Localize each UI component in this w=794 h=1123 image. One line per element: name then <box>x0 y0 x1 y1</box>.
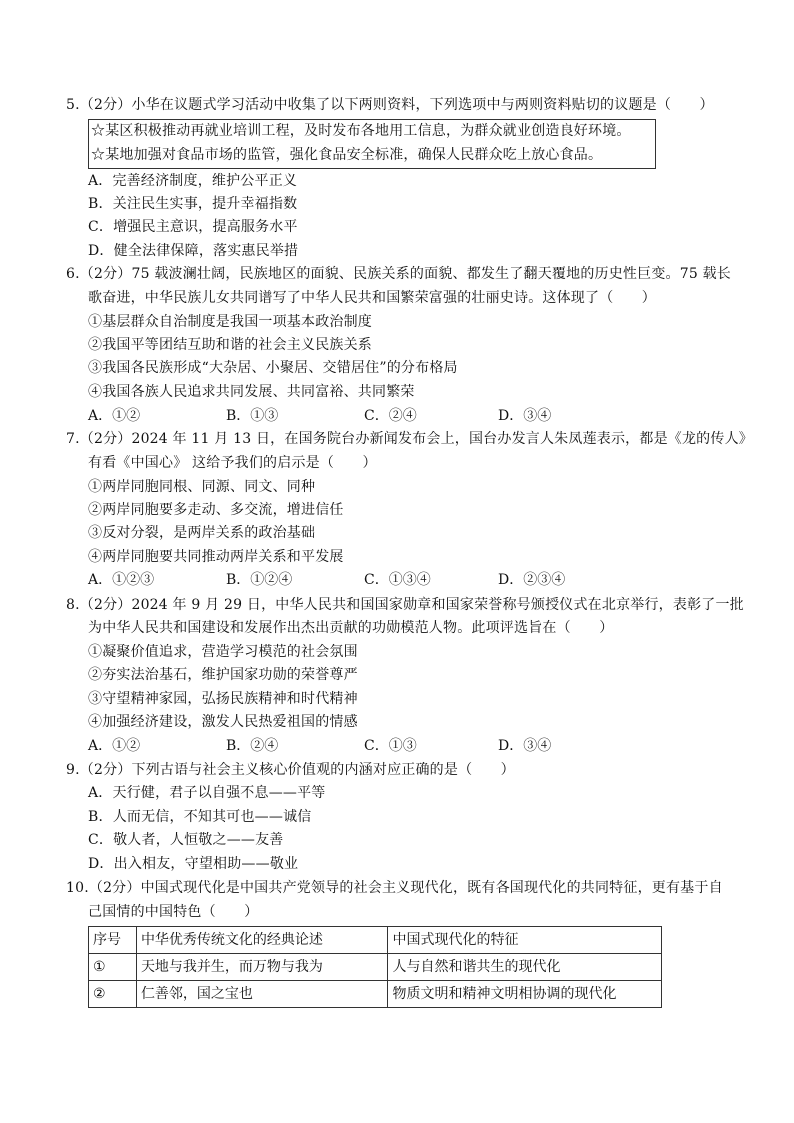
q10-stem-line2: 己国情的中国特色（ ） <box>88 904 259 920</box>
q8-option-b[interactable]: B．②④ <box>226 738 279 754</box>
table-header-cell: 序号 <box>89 927 137 954</box>
q6-stem-line1: 6.（2分）75 载波澜壮阔，民族地区的面貌、民族关系的面貌、都发生了翻天覆地的历史性巨变。75 载长 <box>66 266 731 282</box>
q5-stem: 5.（2分）小华在议题式学习活动中收集了以下两则资料，下列选项中与两则资料贴切的议题是（ ） <box>66 97 714 113</box>
q9-option-b[interactable]: B．人而无信，不知其可也——诚信 <box>88 809 312 825</box>
q5-material-1: ☆某区积极推动再就业培训工程，及时发布各地用工信息，为群众就业创造良好环境。 <box>91 123 631 139</box>
q5-material-2: ☆某地加强对食品市场的监管，强化食品安全标准，确保人民群众吃上放心食品。 <box>91 147 603 163</box>
q5-option-d[interactable]: D．健全法律保障，落实惠民举措 <box>88 243 299 259</box>
q8-item-1: ①凝聚价值追求，营造学习模范的社会氛围 <box>88 644 358 660</box>
q7-item-1: ①两岸同胞同根、同源、同文、同种 <box>88 479 316 495</box>
q9-option-d[interactable]: D．出入相友，守望相助——敬业 <box>88 856 299 872</box>
table-header-cell: 中华优秀传统文化的经典论述 <box>136 927 388 954</box>
q8-option-c[interactable]: C．①③ <box>364 738 417 754</box>
q5-option-b[interactable]: B．关注民生实事，提升幸福指数 <box>88 196 298 212</box>
q8-option-d[interactable]: D．③④ <box>498 738 552 754</box>
q6-option-d[interactable]: D．③④ <box>498 408 552 424</box>
q8-option-a[interactable]: A．①② <box>88 738 141 754</box>
q5-option-c[interactable]: C．增强民主意识，提高服务水平 <box>88 219 298 235</box>
q6-option-c[interactable]: C．②④ <box>364 408 417 424</box>
q8-stem-line2: 为中华人民共和国建设和发展作出杰出贡献的功勋模范人物。此项评选旨在（ ） <box>88 620 614 636</box>
q9-stem: 9.（2分）下列古语与社会主义核心价值观的内涵对应正确的是（ ） <box>66 762 515 778</box>
q8-stem-line1: 8.（2分）2024 年 9 月 29 日，中华人民共和国国家勋章和国家荣誉称号颁授仪式在北京举行，表彰了一批 <box>66 597 744 613</box>
table-cell: 天地与我并生，而万物与我为 <box>136 954 388 981</box>
q7-stem-line2: 有看《中国心》 这给予我们的启示是（ ） <box>88 455 377 471</box>
q6-item-3: ③我国各民族形成“大杂居、小聚居、交错居住”的分布格局 <box>88 360 458 376</box>
table-cell: ② <box>89 981 137 1008</box>
q7-option-c[interactable]: C．①③④ <box>364 572 431 588</box>
q9-option-a[interactable]: A．天行健，君子以自强不息——平等 <box>88 785 326 801</box>
q7-item-4: ④两岸同胞要共同推动两岸关系和平发展 <box>88 549 344 565</box>
q6-option-b[interactable]: B．①③ <box>226 408 279 424</box>
q5-material-box <box>88 119 656 169</box>
q10-stem-line1: 10.（2分）中国式现代化是中国共产党领导的社会主义现代化，既有各国现代化的共同特征，更有基于自 <box>66 880 723 896</box>
table-header-row <box>89 927 662 954</box>
table-cell: ① <box>89 954 137 981</box>
q6-stem-line2: 歌奋进，中华民族儿女共同谱写了中华人民共和国繁荣富强的壮丽史诗。这体现了（ ） <box>88 290 656 306</box>
q7-option-d[interactable]: D．②③④ <box>498 572 566 588</box>
table-row <box>89 954 662 981</box>
q5-option-a[interactable]: A．完善经济制度，维护公平正义 <box>88 173 298 189</box>
q7-stem-line1: 7.（2分）2024 年 11 月 13 日，在国务院台办新闻发布会上，国台办发言人朱凤莲表示，都是《龙的传人》 <box>66 431 753 447</box>
table-header-cell: 中国式现代化的特征 <box>388 927 662 954</box>
q6-option-a[interactable]: A．①② <box>88 408 141 424</box>
table-row <box>89 981 662 1008</box>
q7-option-a[interactable]: A．①②③ <box>88 572 155 588</box>
q8-item-3: ③守望精神家园，弘扬民族精神和时代精神 <box>88 691 358 707</box>
q6-item-1: ①基层群众自治制度是我国一项基本政治制度 <box>88 314 372 330</box>
q7-option-b[interactable]: B．①②④ <box>226 572 293 588</box>
table-cell: 物质文明和精神文明相协调的现代化 <box>388 981 662 1008</box>
q7-item-3: ③反对分裂，是两岸关系的政治基础 <box>88 525 316 541</box>
q10-table <box>88 926 662 1008</box>
q6-item-2: ②我国平等团结互助和谐的社会主义民族关系 <box>88 337 372 353</box>
table-cell: 人与自然和谐共生的现代化 <box>388 954 662 981</box>
q8-item-4: ④加强经济建设，激发人民热爱祖国的情感 <box>88 714 358 730</box>
q9-option-c[interactable]: C．敬人者，人恒敬之——友善 <box>88 832 284 848</box>
q7-item-2: ②两岸同胞要多走动、多交流，增进信任 <box>88 502 344 518</box>
table-cell: 仁善邻，国之宝也 <box>136 981 388 1008</box>
q6-item-4: ④我国各族人民追求共同发展、共同富裕、共同繁荣 <box>88 384 415 400</box>
q8-item-2: ②夯实法治基石，维护国家功勋的荣誉尊严 <box>88 667 358 683</box>
